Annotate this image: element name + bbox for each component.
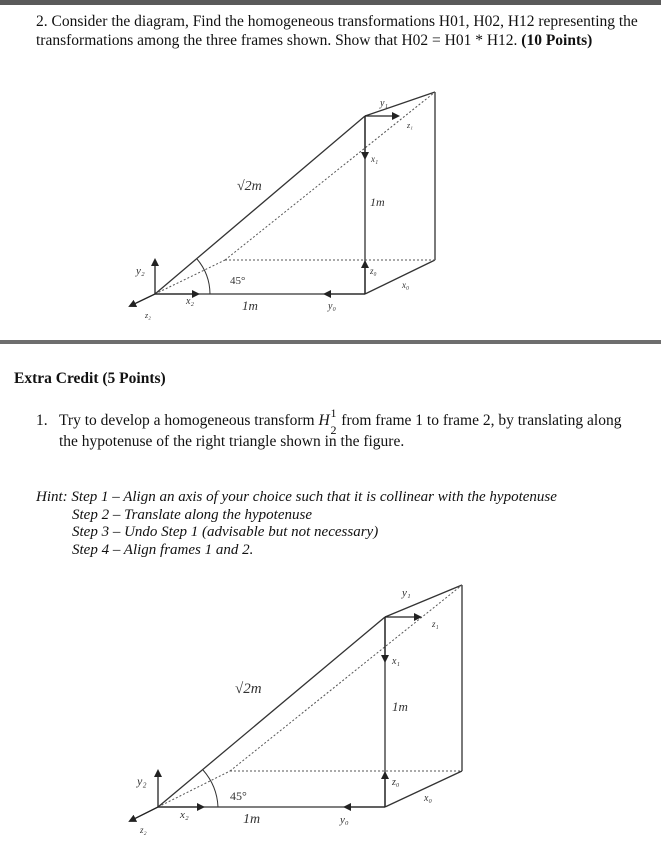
- label2-z1: z₁: [432, 619, 439, 629]
- label-z0: z₀: [370, 266, 377, 276]
- z2-axis: [130, 294, 155, 306]
- label2-x2: x₂: [180, 809, 189, 821]
- section-divider: [0, 340, 661, 344]
- label2-x1: x₁: [392, 656, 400, 667]
- label2-y0: y₀: [340, 814, 349, 826]
- label-angle: 45°: [230, 275, 246, 287]
- label2-hyp: √2m: [235, 681, 262, 697]
- label2-y2: y₂: [137, 774, 147, 788]
- hint-step-2: Step 2 – Translate along the hypotenuse: [72, 506, 312, 523]
- label-y2: y₂: [136, 265, 145, 277]
- label2-z0: z₀: [392, 777, 400, 788]
- item-1-number: 1.: [36, 412, 48, 429]
- label-x0: x₀: [402, 280, 410, 290]
- label-vertical: 1m: [370, 195, 385, 209]
- label2-y1: y₁: [402, 587, 411, 599]
- item-1-text-a: Try to develop a homogeneous transform: [59, 412, 315, 429]
- top-edge: [365, 92, 435, 116]
- label-x2: x₂: [186, 296, 194, 307]
- label-y1: y₁: [380, 98, 388, 109]
- label2-angle: 45°: [230, 789, 247, 803]
- h-superscript: 1: [330, 406, 337, 420]
- hint-block: [36, 489, 557, 559]
- label2-base: 1m: [243, 812, 261, 827]
- item-1-text-c: the hypotenuse of the right triangle shown in the figure.: [59, 433, 405, 450]
- angle-arc: [197, 259, 210, 294]
- label-x1: x₁: [371, 154, 379, 164]
- h-math: [318, 406, 337, 437]
- hint-step-1: Hint: Step 1 – Align an axis of your choice such that it is collinear with the hypotenuse: [36, 489, 557, 505]
- label2-z2: z₂: [140, 825, 147, 835]
- frames-diagram-2: [0, 575, 661, 848]
- label-z1: z₁: [407, 121, 413, 130]
- h-subscript: 2: [330, 423, 337, 437]
- hidden-hypotenuse: [225, 92, 435, 260]
- label-y0: y₀: [328, 301, 336, 312]
- top-border: [0, 0, 661, 5]
- item-1: [36, 406, 648, 452]
- question-2-points: (10 Points): [521, 32, 593, 49]
- label-hyp: √2m: [237, 179, 262, 194]
- extra-credit-heading: Extra Credit (5 Points): [14, 370, 166, 387]
- h-symbol: H: [318, 412, 330, 429]
- label2-vertical: 1m: [392, 699, 408, 714]
- hypotenuse-line: [155, 116, 365, 294]
- question-2-text: 2. Consider the diagram, Find the homogeneous transformations H01, H02, H12 representing the transformations among the three frames shown. Show that H02 = H01 * H12.: [36, 13, 638, 49]
- hint-step-3: Step 3 – Undo Step 1 (advisable but not necessary): [72, 524, 379, 540]
- hint-step-4: Step 4 – Align frames 1 and 2.: [72, 541, 254, 558]
- frames-diagram-1: [0, 80, 661, 342]
- label-base: 1m: [242, 298, 258, 313]
- label-z2: z₂: [145, 311, 151, 320]
- question-2: [36, 12, 646, 50]
- label2-x0: x₀: [424, 793, 432, 804]
- item-1-text-b: from frame 1 to frame 2, by translating along: [341, 412, 622, 429]
